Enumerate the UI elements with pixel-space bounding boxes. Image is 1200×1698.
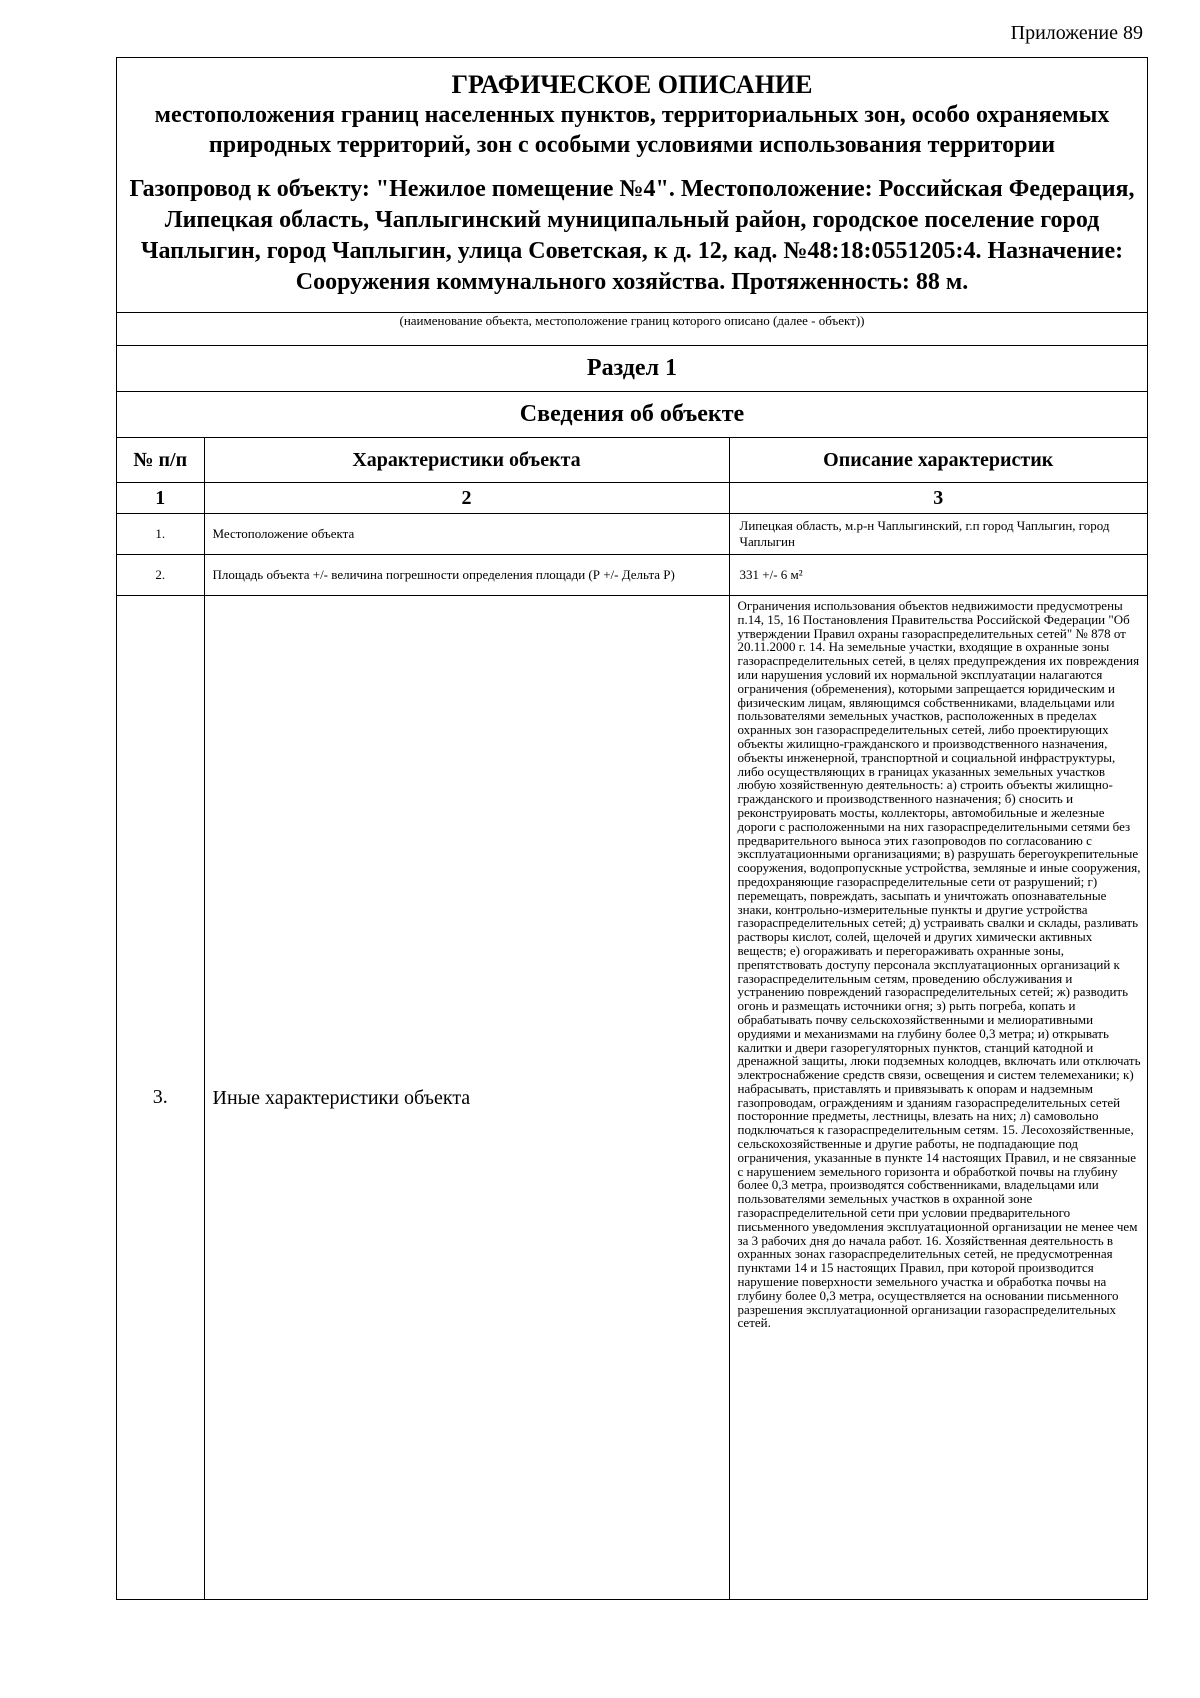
document-header (117, 58, 1147, 313)
column-header-characteristic: Характеристики объекта (204, 438, 729, 483)
row-description: Липецкая область, м.р-н Чаплыгинский, г.п город Чаплыгин, город Чаплыгин (729, 514, 1147, 555)
column-number: 1 (117, 483, 204, 514)
table-row (117, 555, 1147, 596)
object-caption: (наименование объекта, местоположение границ которого описано (далее - объект)) (117, 313, 1147, 346)
row-characteristic: Площадь объекта +/- величина погрешности определения площади (Р +/- Дельта Р) (204, 555, 729, 596)
column-header-description: Описание характеристик (729, 438, 1147, 483)
object-name: Газопровод к объекту: "Нежилое помещение №4". Местоположение: Российская Федерация, Липецкая область, Чаплыгинский муниципальный район, городское поселение город Чаплыгин, город Чаплыгин, улица Советская, к д. 12, кад. №48:18:0551205:4. Назначение: Сооружения коммунального хозяйства. Протяженность: 88 м. (129, 176, 1135, 295)
section-subtitle: Сведения об объекте (117, 392, 1147, 438)
row-characteristic: Иные характеристики объекта (204, 596, 729, 1600)
column-header-number: № п/п (117, 438, 204, 483)
row-description: Ограничения использования объектов недвижимости предусмотрены п.14, 15, 16 Постановления Правительства Российской Федерации "Об утверждении Правил охраны газораспределительных сетей" № 878 от 20.11.2000 г. 14. На земельные участки, входящие в охранные зоны газораспределительных сетей, в целях предупреждения их повреждения или нарушения условий их нормальной эксплуатации налагаются ограничения (обременения), которыми запрещается юридическим и физическим лицам, являющимся собственниками, владельцами или пользователями земельных участков, расположенных в пределах охранных зон газораспределительных сетей, либо проектирующих объекты жилищно-гражданского и производственного назначения, объекты инженерной, транспортной и социальной инфраструктуры, либо осуществляющих в границах указанных земельных участков любую хозяйственную деятельность: а) строить объекты жилищно-гражданского и производственного назначения; б) сносить и реконструировать мосты, коллекторы, автомобильные и железные дороги с расположенными на них газораспределительными сетями без предварительного выноса этих газопроводов по согласованию с эксплуатационными организациями; в) разрушать берегоукрепительные сооружения, водопропускные устройства, земляные и иные сооружения, предохраняющие газораспределительные сети от разрушений; г) перемещать, повреждать, засыпать и уничтожать опознавательные знаки, контрольно-измерительные пункты и другие устройства газораспределительных сетей; д) устраивать свалки и склады, разливать растворы кислот, солей, щелочей и других химически активных веществ; е) огораживать и перегораживать охранные зоны, препятствовать доступу персонала эксплуатационных организаций к газораспределительным сетям, проведению обслуживания и устранению повреждений газораспределительных сетей; ж) разводить огонь и размещать источники огня; з) рыть погреба, копать и обрабатывать почву сельскохозяйственными и мелиоративными орудиями и механизмами на глубину более 0,3 метра; и) открывать калитки и двери газорегуляторных пунктов, станций катодной и дренажной защиты, люки подземных колодцев, включать или отключать электроснабжение средств связи, освещения и систем телемеханики; к) набрасывать, приставлять и привязывать к опорам и надземным газопроводам, ограждениям и зданиям газораспределительных сетей посторонние предметы, лестницы, влезать на них; л) самовольно подключаться к газораспределительным сетям. 15. Лесохозяйственные, сельскохозяйственные и другие работы, не подпадающие под ограничения, указанные в пункте 14 настоящих Правил, и не связанные с нарушением земельного горизонта и обработкой почвы на глубину более 0,3 метра, производятся собственниками, владельцами или пользователями земельных участков в охранной зоне газораспределительной сети при условии предварительного письменного уведомления эксплуатационной организации не менее чем за 3 рабочих дня до начала работ. 16. Хозяйственная деятельность в охранных зонах газораспределительных сетей, не предусмотренная пунктами 14 и 15 настоящих Правил, при которой производится нарушение поверхности земельного участка и обработка почвы на глубину более 0,3 метра, осуществляется на основании письменного разрешения эксплуатационной организации газораспределительных сетей. (729, 596, 1147, 1600)
table-row (117, 514, 1147, 555)
section-title: Раздел 1 (117, 346, 1147, 392)
column-number-row (117, 483, 1147, 514)
document-title: ГРАФИЧЕСКОЕ ОПИСАНИЕ (451, 70, 813, 99)
appendix-label: Приложение 89 (1010, 22, 1143, 44)
column-number: 2 (204, 483, 729, 514)
table-header-row (117, 438, 1147, 483)
row-description: 331 +/- 6 м² (729, 555, 1147, 596)
column-number: 3 (729, 483, 1147, 514)
table-row (117, 596, 1147, 1600)
document-subtitle: местоположения границ населенных пунктов, территориальных зон, особо охраняемых природных территорий, зон с особыми условиями использования территории (154, 102, 1110, 158)
document-frame (116, 57, 1148, 1600)
object-info-table (117, 438, 1147, 1599)
row-number: 3. (117, 596, 204, 1600)
row-characteristic: Местоположение объекта (204, 514, 729, 555)
row-number: 1. (117, 514, 204, 555)
row-number: 2. (117, 555, 204, 596)
